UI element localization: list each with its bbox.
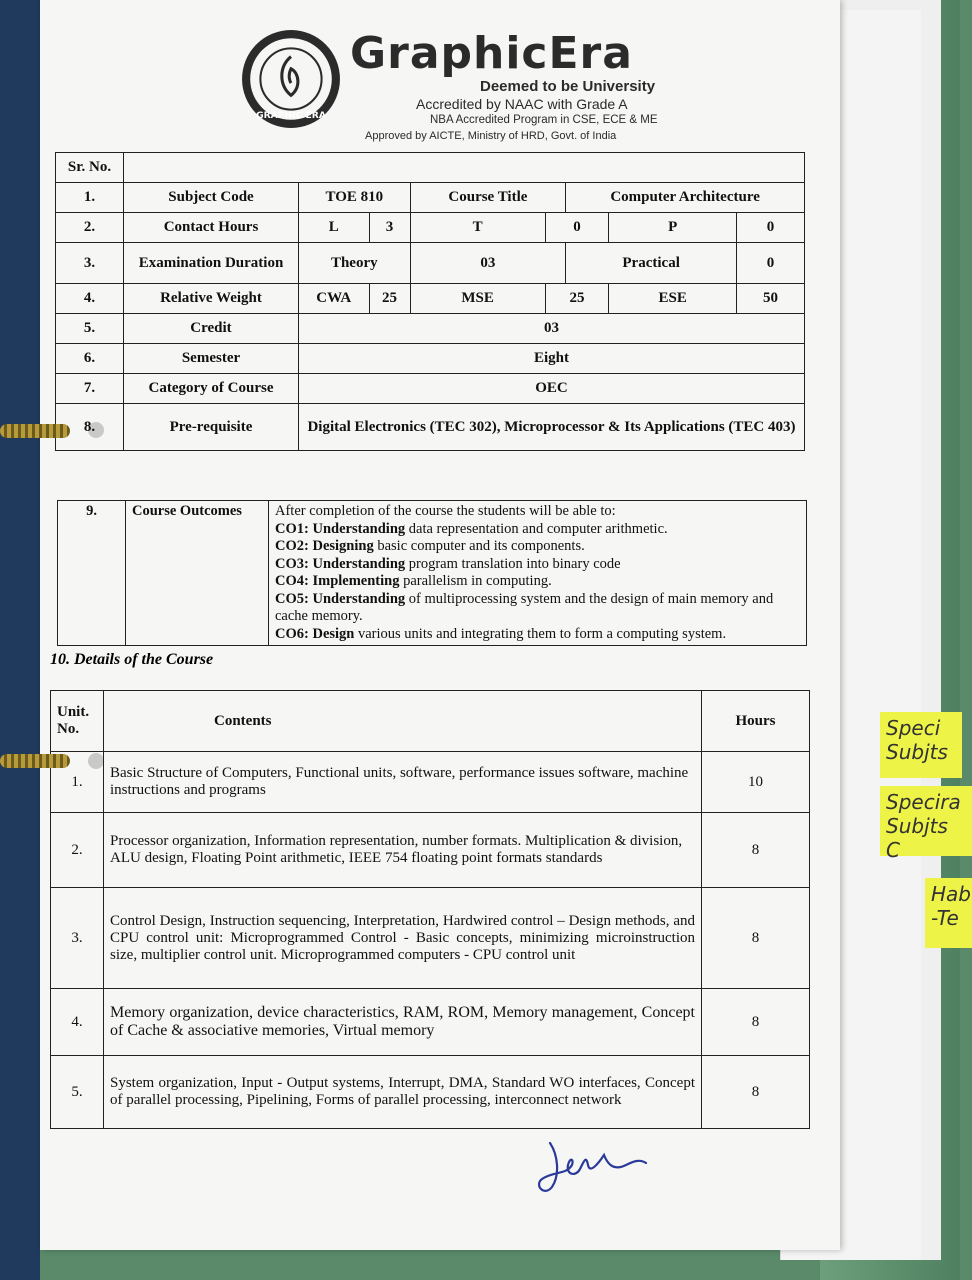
course-details-table — [50, 690, 810, 1129]
row-label: Semester — [124, 344, 299, 374]
unit-contents: Processor organization, Information representation, number formats. Multiplication & division, ALU design, Floating Point arithmetic, IEEE 754 floating point formats standards — [104, 813, 702, 888]
practical-value: 0 — [737, 213, 805, 243]
row-label: Pre-requisite — [124, 404, 299, 451]
row-number: 1. — [56, 183, 124, 213]
row-label: Relative Weight — [124, 284, 299, 314]
theory-label: Theory — [299, 243, 411, 284]
category-value: OEC — [299, 374, 805, 404]
details-heading: 10. Details of the Course — [50, 651, 214, 668]
row-number: 4. — [56, 284, 124, 314]
row-number: 5. — [56, 314, 124, 344]
subject-code: TOE 810 — [299, 183, 411, 213]
outcome-item: CO6: Design various units and integrating them to form a computing system. — [275, 625, 727, 642]
header-line-1: Deemed to be University — [480, 78, 656, 95]
row-number: 2. — [56, 213, 124, 243]
row-label: Examination Duration — [124, 243, 299, 284]
header-line-3: NBA Accredited Program in CSE, ECE & ME — [430, 114, 658, 126]
outcome-item: CO5: Understanding of multiprocessing system and the design of main memory and cache memory. — [275, 590, 774, 624]
mse-value: 25 — [545, 284, 609, 314]
signature — [530, 1135, 660, 1205]
outcome-item: CO1: Understanding data representation and computer arithmetic. — [275, 520, 668, 537]
prerequisite-value: Digital Electronics (TEC 302), Microprocessor & Its Applications (TEC 403) — [299, 404, 805, 451]
binder-ring — [0, 754, 70, 768]
contents-header: Contents — [104, 691, 702, 752]
row-number: 9. — [58, 501, 126, 646]
outcome-item: CO3: Understanding program translation into binary code — [275, 555, 621, 572]
unit-number: 1. — [51, 752, 104, 813]
ese-label: ESE — [609, 284, 737, 314]
sticky-note-1: Speci Subjts — [880, 712, 962, 778]
header-line-2: Accredited by NAAC with Grade A — [416, 96, 628, 112]
cwa-label: CWA — [299, 284, 370, 314]
unit-header: Unit. No. — [51, 691, 104, 752]
unit-hours: 10 — [702, 752, 810, 813]
row-label: Contact Hours — [124, 213, 299, 243]
practical-label: P — [609, 213, 737, 243]
tutorial-label: T — [410, 213, 545, 243]
cwa-value: 25 — [369, 284, 410, 314]
practical-label: Practical — [566, 243, 737, 284]
outcome-item: CO4: Implementing parallelism in computing. — [275, 573, 552, 589]
row-number: 7. — [56, 374, 124, 404]
outcomes-label: Course Outcomes — [126, 501, 269, 646]
sr-no-header: Sr. No. — [56, 153, 124, 183]
sticky-note-2: Specira Subjts C — [880, 786, 972, 856]
credit-value: 03 — [299, 314, 805, 344]
practical-value: 0 — [737, 243, 805, 284]
tutorial-value: 0 — [545, 213, 609, 243]
semester-value: Eight — [299, 344, 805, 374]
unit-hours: 8 — [702, 989, 810, 1056]
logo-bottom-text: GRAPHIC ERA — [256, 109, 326, 121]
hours-header: Hours — [702, 691, 810, 752]
course-title-label: Course Title — [410, 183, 566, 213]
unit-hours: 8 — [702, 888, 810, 989]
course-title: Computer Architecture — [566, 183, 805, 213]
unit-number: 5. — [51, 1056, 104, 1129]
row-number: 8. — [56, 404, 124, 451]
sticky-note-3: Hab -Te — [925, 878, 972, 948]
unit-contents: Memory organization, device characteristics, RAM, ROM, Memory management, Concept of Cache & associative memories, Virtual memory — [104, 989, 702, 1056]
unit-number: 3. — [51, 888, 104, 989]
unit-number: 4. — [51, 989, 104, 1056]
outcomes-content — [269, 501, 807, 646]
unit-hours: 8 — [702, 1056, 810, 1129]
row-label: Category of Course — [124, 374, 299, 404]
unit-contents: Control Design, Instruction sequencing, Interpretation, Hardwired control – Design methods, and CPU control unit: Microprogrammed Control - Basic concepts, minimizing microinstruction size, multiplier control unit. Microprogrammed computers - CPU control unit — [104, 888, 702, 989]
brand-title: GraphicEra — [350, 28, 633, 79]
unit-contents: System organization, Input - Output systems, Interrupt, DMA, Standard WO interfaces, Concept of parallel processing, Pipelining, Forms of parallel processing, interconnect network — [104, 1056, 702, 1129]
lecture-label: L — [299, 213, 370, 243]
outcomes-intro: After completion of the course the students will be able to: — [275, 503, 616, 519]
row-label: Subject Code — [124, 183, 299, 213]
binder-ring — [0, 424, 70, 438]
unit-contents: Basic Structure of Computers, Functional units, software, performance issues software, machine instructions and programs — [104, 752, 702, 813]
theory-value: 03 — [410, 243, 566, 284]
course-outcomes-table — [57, 500, 807, 646]
binder-cover — [0, 0, 40, 1280]
unit-hours: 8 — [702, 813, 810, 888]
ese-value: 50 — [737, 284, 805, 314]
row-label: Credit — [124, 314, 299, 344]
mse-label: MSE — [410, 284, 545, 314]
unit-number: 2. — [51, 813, 104, 888]
header-line-4: Approved by AICTE, Ministry of HRD, Govt. of India — [365, 130, 617, 142]
row-number: 3. — [56, 243, 124, 284]
outcome-item: CO2: Designing basic computer and its components. — [275, 538, 585, 554]
university-logo — [240, 28, 342, 130]
lecture-value: 3 — [369, 213, 410, 243]
row-number: 6. — [56, 344, 124, 374]
course-info-table — [55, 152, 805, 451]
